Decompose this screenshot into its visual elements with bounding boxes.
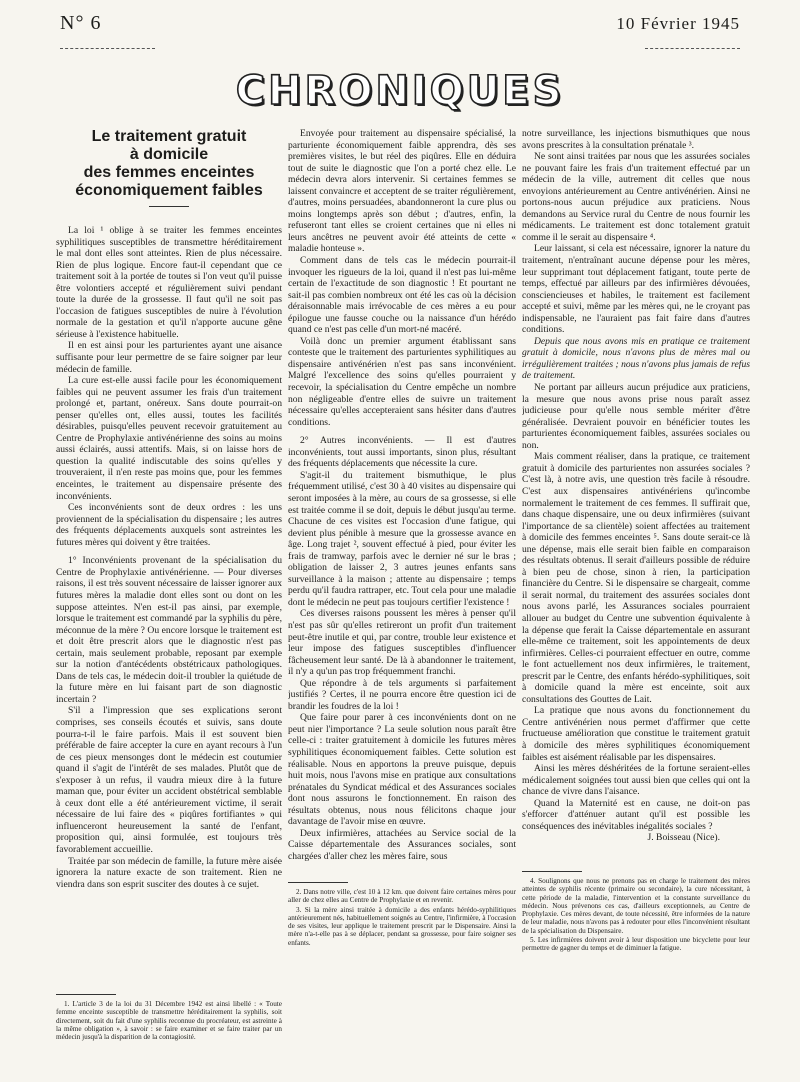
- footnote: 2. Dans notre ville, c'est 10 à 12 km. que doivent faire certaines mères pour aller de chez elles au Centre de Prophylaxie et en revenir.: [288, 888, 516, 905]
- issue-date: 10 Février 1945: [616, 14, 740, 33]
- paragraph: Mais comment réaliser, dans la pratique, ce traitement gratuit à domicile des parturientes non assurées sociales ? C'est là, à notre avis, une question très facile à résoudre. C'est aux dispensaires antivénériens qu'incombe normalement le traitement de ces femmes. Il suffirait que, dans chaque dispensaire, une ou deux infirmières (suivant l'importance de sa clientèle) soient affectées au traitement à domicile des femmes enceintes ⁵. Sans doute serait-ce là une dépense, mais elle serait bien faible en comparaison des résultats obtenus. Il serait d'ailleurs possible de réduire à bien peu de chose, sinon à rien, la participation financière du Centre. Si le dispensaire se chargeait, comme il serait normal, du traitement des assurées sociales dont nous avons parlé, les Assurances sociales pourraient allouer au budget du Centre une subvention équivalente à la dépense que ferait la Caisse départementale en assurant elle-même ce traitement, soit les appointements de deux infirmières. Celles-ci pourraient effectuer en outre, comme le font actuellement nos deux infirmières, le traitement, prescrit par le Centre, des enfants hérédo-syphilitiques, soit à domicile quand la mère est enceinte, soit aux consultations des Gouttes de Lait.: [522, 451, 750, 705]
- paragraph: Ces inconvénients sont de deux ordres : les uns proviennent de la spécialisation du dispensaire ; les autres des fréquents déplacements auxquels sont astreintes les futures mères qui doivent y être traitées.: [56, 502, 282, 548]
- paragraph: Que faire pour parer à ces inconvénients dont on ne peut nier l'importance ? La seule solution nous paraît être celle-ci : traiter gratuitement à domicile les futures mères syphilitiques économiquement faibles. Cette solution est réalisable. Nous en apportons la preuve puisque, depuis huit mois, nous l'avons mise en pratique aux consultations prénatales du Syndicat médical et des Assurances sociales dont nous assurons le fonctionnement. En raison des résultats obtenus, nous nous félicitons chaque jour davantage de l'avoir mise en œuvre.: [288, 712, 516, 828]
- banner-title: CHRONIQUES: [235, 68, 565, 114]
- paragraph: Comment dans de tels cas le médecin pourrait-il invoquer les rigueurs de la loi, quand il n'est pas lui-même certain de l'exactitude de son diagnostic ! Et pourtant ne sait-il pas combien nombreux ont été les cas où la décision déraisonnable mais irrévocable de ces mères a eu pour épilogue une fausse couche ou la naissance d'un hérédo quand ce n'est pas celle d'un mort-né macéré.: [288, 255, 516, 336]
- title-line: des femmes enceintes: [83, 164, 255, 181]
- title-divider: [149, 206, 189, 207]
- paragraph: Traitée par son médecin de famille, la future mère aisée ignorera la nature exacte de son traitement. Rien ne viendra dans son esprit susciter des doutes à ce sujet.: [56, 855, 282, 890]
- footnote-rule-3: [522, 871, 582, 872]
- paragraph: Ne sont ainsi traitées par nous que les assurées sociales ne pouvant faire les frais d'un traitement effectué par un médecin de la ville, autrement dit celles que nous envoyions antérieurement au Centre antivénérien. Ainsi ne portons-nous aucun préjudice aux praticiens. Nous demandons au Service rural du Centre de nous fournir les médicaments. Le traitement est donc totalement gratuit comme il le serait au dispensaire ⁴.: [522, 151, 750, 243]
- header-rule-left: [60, 48, 155, 49]
- author-signature: J. Boisseau (Nice).: [647, 832, 720, 844]
- column-3: [522, 128, 750, 863]
- footnotes-column-2: [288, 888, 516, 948]
- paragraph: notre surveillance, les injections bismuthiques que nous avons prescrites à la consultation prénatale ³.: [522, 128, 750, 151]
- paragraph: 2° Autres inconvénients. — Il est d'autres inconvénients, tout aussi importants, sinon plus, résultant des fréquents déplacements que nécessite la cure.: [288, 435, 516, 470]
- paragraph: Ainsi les mères déshéritées de la fortune seraient-elles médicalement soignées tout aussi bien que celles qui ont la chance de vivre dans l'aisance.: [522, 763, 750, 798]
- footnote: 1. L'article 3 de la loi du 31 Décembre 1942 est ainsi libellé : « Toute femme enceinte susceptible de transmettre héréditairement la syphilis, soit directement, soit du fait d'une syphilis reconnue du procréateur, est astreinte à la même obligation », à savoir : se faire examiner et se faire traiter par un médecin jusqu'à la disparition de la contagiosité.: [56, 1000, 282, 1042]
- page-header: [60, 12, 740, 42]
- title-line: économiquement faibles: [75, 182, 263, 199]
- footnote-rule-2: [288, 882, 348, 883]
- footnote: 5. Les infirmières doivent avoir à leur disposition une bicyclette pour leur permettre de gagner du temps et de diminuer la fatigue.: [522, 936, 750, 953]
- paragraph: Deux infirmières, attachées au Service social de la Caisse départementale des Assurances sociales, sont chargées d'aller chez les mères faire, sous: [288, 827, 516, 862]
- paragraph: Quand la Maternité est en cause, ne doit-on pas s'efforcer d'atténuer autant qu'il est possible les conséquences des inévitables inégalités sociales ?: [522, 797, 750, 832]
- footnote-rule-1: [56, 994, 116, 995]
- footnotes-column-1: [56, 1000, 282, 1042]
- column-2: [288, 128, 516, 873]
- footnote: 4. Soulignons que nous ne prenons pas en charge le traitement des mères atteintes de syphilis récente (primaire ou secondaire), la cure nécessitant, à cette période de la maladie, l'intervention et la constante surveillance du médecin. Nous prévenons ces cas, d'ailleurs exceptionnels, au Centre de Prophylaxie. Ces mères devant, de toute nécessité, être informées de la nature de leur maladie, nous n'avons pas à redouter pour elles l'inconvénient résultant de la spécialisation du Dispensaire.: [522, 877, 750, 935]
- paragraph: Ces diverses raisons poussent les mères à penser qu'il n'est pas sûr qu'elles retireront un profit d'un traitement peut-être inutile et qui, par contre, trouble leur existence et leur impose des fatigues susceptibles d'influencer fâcheusement leur santé. De là à abandonner le traitement, il n'y a qu'un pas trop fréquemment franchi.: [288, 608, 516, 678]
- paragraph: Ne portant par ailleurs aucun préjudice aux praticiens, la mesure que nous avons prise nous paraît assez judicieuse pour qu'elle nous semble mériter d'être généralisée. Devraient pouvoir en bénéficier toutes les parturientes économiquement faibles, assurées sociales ou non.: [522, 382, 750, 451]
- paragraph-emphasis: Depuis que nous avons mis en pratique ce traitement gratuit à domicile, nous n'avons plus de mères mal ou irrégulièrement traitées ; nous n'avons plus jamais de refus de traitement.: [522, 335, 750, 382]
- paragraph: S'il a l'impression que ses explications seront comprises, ses conseils écoutés et suivis, sans doute pourra-t-il le faire parfois. Mais il est souvent bien préférable de faire accepter la cure en ayant recours à l'un de ces pieux mensonges dont le médecin est coutumier quand il s'agit de l'intérêt de ses malades. Plutôt que de s'exposer à un refus, il vaudra mieux dire à la future maman que, pour éviter un accident obstétrical semblable à ceux dont elle a été antérieurement victime, il serait nécessaire de lui faire des « piqûres fortifiantes » qui influenceront heureusement la santé de l'enfant, proposition qui, ainsi formulée, est toujours très favorablement accueillie.: [56, 705, 282, 855]
- section-banner: [0, 68, 800, 114]
- issue-number: N° 6: [60, 12, 102, 34]
- paragraph: 1° Inconvénients provenant de la spécialisation du Centre de Prophylaxie antivénérienne. — Pour diverses raisons, il est très souvent nécessaire de laisser ignorer aux futures mères la maladie dont elles sont ou dont on les suppose atteintes. N'en est-il pas ainsi, par exemple, lorsque le traitement est commandé par la syphilis du père, méconnue de la mère ? Ou encore lorsque le traitement est et doit être prescrit alors que le diagnostic n'est pas certain, mais seulement probable, reposant par exemple sur la notion d'antécédents obstétricaux pathologiques. Dans de tels cas, le médecin doit-il troubler la quiétude de la future mère en lui faisant part de son diagnostic incertain ?: [56, 555, 282, 705]
- title-line: à domicile: [129, 146, 209, 163]
- paragraph: Envoyée pour traitement au dispensaire spécialisé, la parturiente économiquement faible apprendra, dès ses premières visites, le but réel des piqûres. Elle en déduira tout de suite le diagnostic que l'on a porté chez elle. Le médecin devra alors intervenir. Si certaines femmes se laissent convaincre et acceptent de se traiter régulièrement, d'autres, moins persuadées, abandonneront la cure plus ou moins longtemps après son début ; d'autres, enfin, la refuseront tant elles se croient certaines que ni elles ni leurs ancêtres ne peuvent avoir été atteints de cette « maladie honteuse ».: [288, 128, 516, 255]
- paragraph: Que répondre à de tels arguments si parfaitement justifiés ? Certes, il ne pourra encore être question ici de brandir les foudres de la loi !: [288, 677, 516, 712]
- paragraph: Voilà donc un premier argument établissant sans conteste que le traitement des parturientes syphilitiques au dispensaire antivénérien n'est pas sans inconvénient. Malgré l'excellence des soins qu'elles pourraient y recevoir, la spécialisation du Centre empêche un nombre non négligeable d'entre elles de suivre un traitement nécessaire qu'elles accepteraient sans hésiter dans d'autres conditions.: [288, 335, 516, 428]
- paragraph: La cure est-elle aussi facile pour les économiquement faibles qui ne peuvent assumer les frais d'un traitement prolongé et, partant, onéreux. Sans doute pourrait-on penser qu'elles ont, elles aussi, toutes les facilités désirables, puisqu'elles peuvent recevoir gratuitement au Centre de Prophylaxie antivénérienne des soins au moins aussi éclairés, aussi attentifs. Mais, si on laisse hors de question la qualité indiscutable des soins qu'elles y trouveraient, il n'en reste pas moins que, pour les femmes enceintes, le traitement au dispensaire présente des inconvénients.: [56, 375, 282, 502]
- paragraph: Il en est ainsi pour les parturientes ayant une aisance suffisante pour leur permettre de se faire soigner par leur médecin de famille.: [56, 340, 282, 375]
- column-1: [56, 128, 282, 948]
- paragraph: La loi ¹ oblige à se traiter les femmes enceintes syphilitiques susceptibles de transmettre héréditairement le mal dont elles sont atteintes. Rien de plus nécessaire. Rien de plus logique. Encore faut-il cependant que ce traitement soit à la portée de toutes si l'on veut qu'il puisse être volontiers accepté et régulièrement suivi pendant toute la durée de la grossesse. Il faut qu'il ne soit pas l'occasion de fatigues susceptibles de nuire à l'évolution normale de la gestation et qu'il n'apporte aucune gêne sérieuse à l'existence habituelle.: [56, 225, 282, 340]
- article-title: [56, 128, 282, 200]
- footnotes-column-3: [522, 877, 750, 954]
- title-line: Le traitement gratuit: [91, 128, 247, 145]
- paragraph: La pratique que nous avons du fonctionnement du Centre antivénérien nous permet d'affirmer que cette fructueuse amélioration que constitue le traitement gratuit à domicile des mères syphilitiques économiquement faibles est aisément réalisable par les dispensaires.: [522, 705, 750, 763]
- paragraph: Leur laissant, si cela est nécessaire, ignorer la nature du traitement, n'entraînant aucune dépense pour les mères, leur supprimant tout déplacement fatigant, toute perte de temps, effectué par ailleurs par des infirmières dévouées, consciencieuses et habiles, le traitement est facilement accepté et suivi, même par les mères qui, ne le croyant pas indispensable, ne l'auraient pas fait faire dans d'autres conditions.: [522, 243, 750, 336]
- header-rule-right: [645, 48, 740, 49]
- footnote: 3. Si la mère ainsi traitée à domicile a des enfants hérédo-syphilitiques antérieurement nés, habituellement soignés au Centre, l'infirmière, à l'occasion de ses visites, leur applique le traitement prescrit par le Dispensaire. Ainsi la mère n'a-t-elle pas à se déplacer, pendant sa grossesse, pour faire soigner ses enfants.: [288, 905, 516, 947]
- paragraph: S'agit-il du traitement bismuthique, le plus fréquemment utilisé, c'est 30 à 40 visites au dispensaire qui seront imposées à la mère, au cours de sa grossesse, si elle est traitée comme il se doit, depuis le début jusqu'au terme. Chacune de ces visites est l'occasion d'une fatigue, qui devient plus pénible à mesure que la grossesse avance en âge. Long trajet ², souvent effectué à pied, pour éviter les frais de tramway, parfois avec le dernier né sur le bras ; obligation de laisser 2, 3 autres jeunes enfants sans surveillance à la maison ; attente au dispensaire ; temps perdu qu'il faudra rattraper, etc. Tout cela pour une maladie dont le médecin ne peut pas toujours certifier l'existence !: [288, 469, 516, 608]
